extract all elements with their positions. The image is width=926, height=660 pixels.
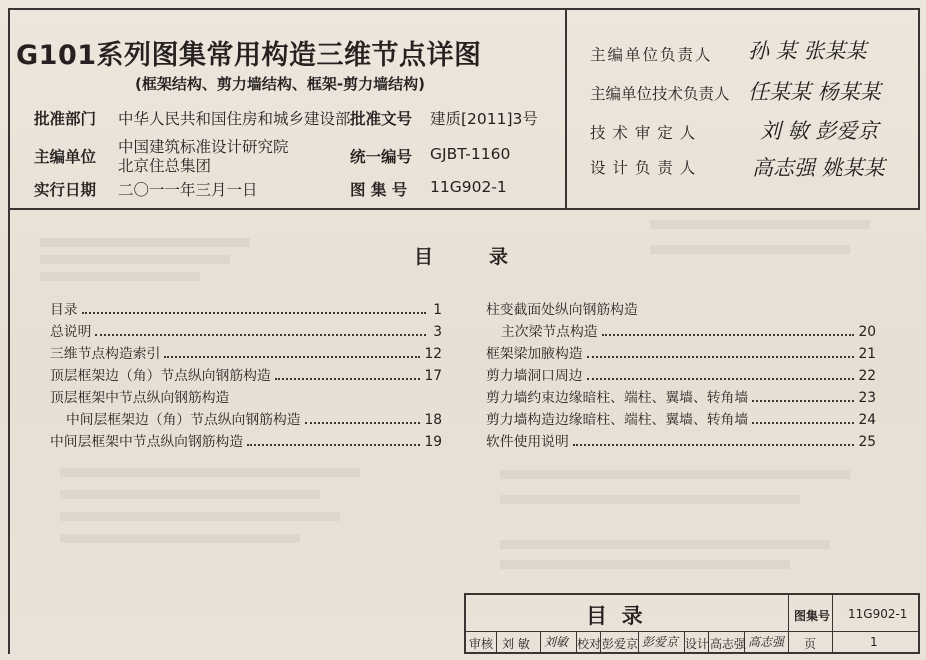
toc-item-text: 总说明: [50, 324, 92, 340]
title-block: [464, 593, 920, 654]
signature-2: 任某某 杨某某: [748, 80, 881, 104]
editor-unit-label: 主编单位: [34, 148, 97, 166]
toc-leader: [587, 356, 855, 358]
tb-design-signature: 高志强: [748, 635, 785, 649]
atlas-subtitle: (框架结构、剪力墙结构、框架-剪力墙结构): [135, 75, 425, 93]
toc-heading-left: 目: [414, 246, 434, 268]
toc-leader: [305, 422, 421, 424]
tb-page-value: 1: [870, 635, 878, 649]
responsible-role-1: 主编单位负责人: [590, 46, 713, 64]
tb-check-signature: 彭爱京: [642, 635, 679, 649]
toc-item[interactable]: [486, 298, 876, 318]
toc-item-text: 柱变截面处纵向钢筋构造: [486, 302, 638, 318]
toc-item[interactable]: [486, 386, 876, 406]
toc-item[interactable]: [486, 430, 876, 450]
toc-item-text: 中间层框架边（角）节点纵向钢筋构造: [66, 412, 301, 428]
toc-item-text: 顶层框架边（角）节点纵向钢筋构造: [50, 368, 271, 384]
toc-item[interactable]: [66, 408, 442, 428]
toc-item-page: 17: [424, 368, 442, 384]
toc-leader: [275, 378, 421, 380]
toc-leader: [602, 334, 855, 336]
tb-atlas-label: 图集号: [794, 609, 831, 623]
header-divider: [565, 8, 567, 210]
toc-item-text: 目录: [50, 302, 78, 318]
tb-check-label: 校对: [577, 637, 602, 651]
toc-item[interactable]: [50, 364, 442, 384]
toc-item[interactable]: [486, 364, 876, 384]
responsible-role-3: 技 术 审 定 人: [590, 124, 697, 142]
toc-item-page: 25: [858, 434, 876, 450]
editor-unit-value-2: 北京住总集团: [118, 157, 212, 175]
toc-item[interactable]: [50, 320, 442, 340]
tb-sheet-title: 目 录: [586, 604, 643, 628]
toc-item-text: 三维节点构造索引: [50, 346, 161, 362]
atlas-no-value: 11G902-1: [430, 178, 507, 196]
toc-item-page: 21: [858, 346, 876, 362]
atlas-title: G101系列图集常用构造三维节点详图: [16, 40, 482, 71]
effective-date-label: 实行日期: [34, 181, 97, 199]
unified-no-label: 统一编号: [350, 148, 413, 166]
tb-col-divider: [788, 595, 789, 652]
tb-check-name: 彭爱京: [602, 637, 639, 651]
tb-review-name: 刘 敏: [502, 637, 530, 651]
toc-item-page: 12: [424, 346, 442, 362]
toc-item[interactable]: [50, 298, 442, 318]
toc-item-text: 框架梁加腋构造: [486, 346, 583, 362]
toc-item-text: 剪力墙构造边缘暗柱、端柱、翼墙、转角墙: [486, 412, 749, 428]
editor-unit-value-1: 中国建筑标准设计研究院: [118, 138, 289, 156]
toc-item-page: 1: [433, 302, 442, 318]
toc-leader: [247, 444, 420, 446]
toc-leader: [752, 422, 854, 424]
tb-review-signature: 刘敏: [544, 635, 569, 649]
approval-dept-value: 中华人民共和国住房和城乡建设部: [118, 110, 351, 128]
approval-no-value: 建质[2011]3号: [430, 110, 538, 128]
toc-item[interactable]: [486, 342, 876, 362]
toc-item-text: 软件使用说明: [486, 434, 569, 450]
toc-leader: [82, 312, 426, 314]
tb-review-label: 审核: [469, 637, 494, 651]
approval-dept-label: 批准部门: [34, 110, 97, 128]
toc-item-page: 19: [424, 434, 442, 450]
toc-item[interactable]: [486, 408, 876, 428]
unified-no-value: GJBT-1160: [430, 145, 511, 163]
tb-design-name: 高志强: [710, 637, 747, 651]
effective-date-value: 二〇一一年三月一日: [118, 181, 258, 199]
toc-leader: [573, 444, 855, 446]
toc-item-text: 主次梁节点构造: [501, 324, 598, 340]
signature-1: 孙 某 张某某: [748, 39, 867, 63]
toc-leader: [587, 378, 855, 380]
left-border: [8, 208, 10, 654]
tb-design-label: 设计: [685, 637, 710, 651]
toc-leader: [164, 356, 420, 358]
atlas-no-label: 图 集 号: [350, 181, 408, 199]
toc-heading-right: 录: [489, 246, 509, 268]
toc-item-page: 20: [858, 324, 876, 340]
approval-no-label: 批准文号: [350, 110, 413, 128]
responsible-role-4: 设 计 负 责 人: [590, 159, 697, 177]
signature-3: 刘 敏 彭爱京: [760, 119, 879, 143]
tb-col-divider: [540, 631, 541, 652]
tb-page-label: 页: [804, 637, 817, 651]
toc-item-page: 18: [424, 412, 442, 428]
toc-item-text: 顶层框架中节点纵向钢筋构造: [50, 390, 230, 406]
tb-atlas-value: 11G902-1: [848, 607, 908, 621]
toc-item-page: 22: [858, 368, 876, 384]
toc-item-text: 中间层框架中节点纵向钢筋构造: [50, 434, 244, 450]
signature-4: 高志强 姚某某: [752, 156, 885, 180]
toc-item-page: 3: [433, 324, 442, 340]
toc-item-page: 23: [858, 390, 876, 406]
responsible-role-2: 主编单位技术负责人: [590, 85, 730, 103]
toc-item-text: 剪力墙洞口周边: [486, 368, 583, 384]
toc-leader: [752, 400, 854, 402]
toc-item[interactable]: [50, 430, 442, 450]
tb-row-divider: [466, 631, 918, 632]
toc-item-text: 剪力墙约束边缘暗柱、端柱、翼墙、转角墙: [486, 390, 749, 406]
tb-col-divider: [638, 631, 639, 652]
tb-col-divider: [496, 631, 497, 652]
toc-item[interactable]: [50, 386, 442, 406]
toc-leader: [95, 334, 426, 336]
toc-item[interactable]: [50, 342, 442, 362]
toc-item-page: 24: [858, 412, 876, 428]
toc-item[interactable]: [501, 320, 876, 340]
tb-col-divider: [832, 595, 833, 652]
